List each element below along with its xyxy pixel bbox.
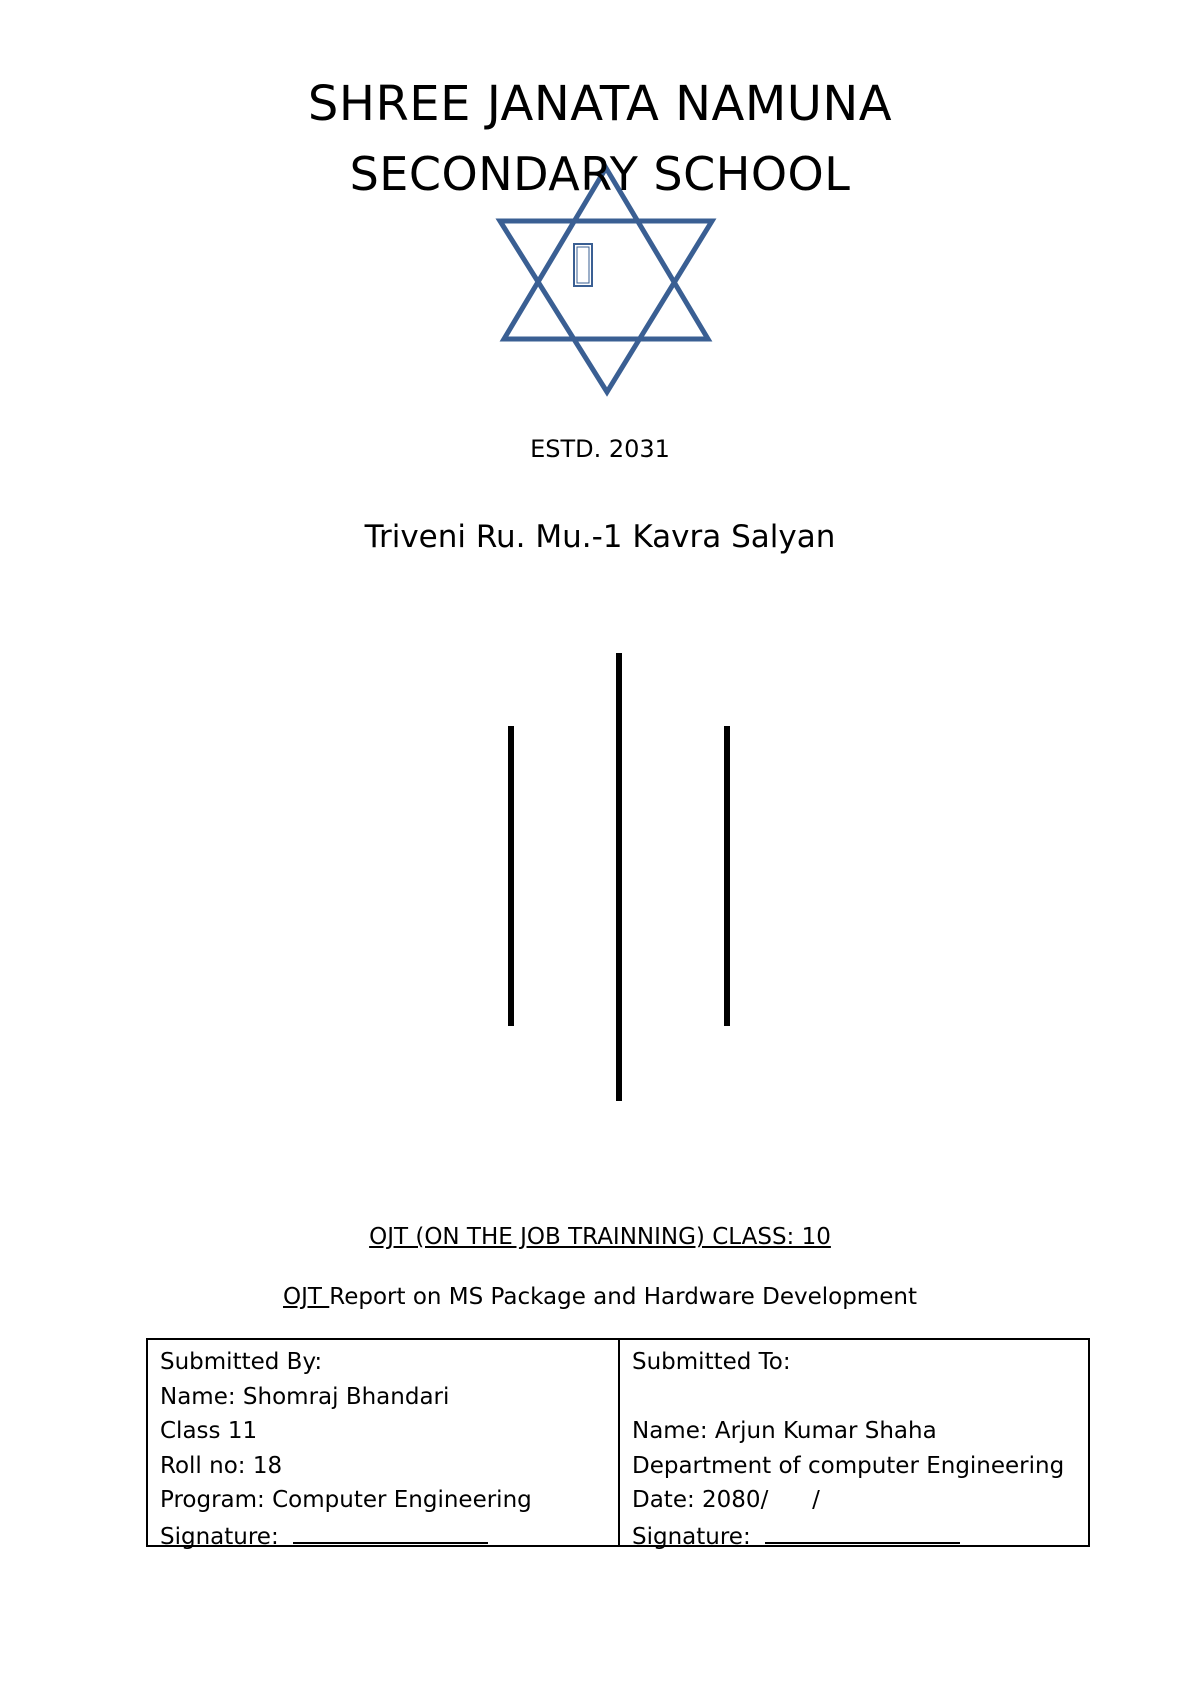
student-signature-label: Signature:: [160, 1523, 279, 1550]
submitted-to-heading: Submitted To:: [632, 1349, 791, 1375]
supervisor-name: Name: Arjun Kumar Shaha: [632, 1418, 937, 1445]
decorative-bar-left: [508, 726, 514, 1026]
school-name-line2: SECONDARY SCHOOL: [349, 147, 851, 201]
student-name: Name: Shomraj Bhandari: [160, 1383, 450, 1410]
submitted-by-heading: Submitted By:: [160, 1349, 323, 1375]
student-program: Program: Computer Engineering: [160, 1487, 532, 1514]
student-roll: Roll no: 18: [160, 1452, 283, 1479]
supervisor-signature-label: Signature:: [632, 1523, 751, 1550]
submitted-to-cell: [618, 1340, 1088, 1550]
report-title-prefix: OJT: [283, 1284, 330, 1310]
student-class: Class 11: [160, 1418, 258, 1445]
student-signature-line: [293, 1518, 488, 1544]
established-year: ESTD. 2031: [530, 435, 670, 463]
decorative-bar-middle: [616, 653, 622, 1101]
decorative-bar-right: [724, 726, 730, 1026]
supervisor-signature-line: [765, 1518, 960, 1544]
report-title-rest: Report on MS Package and Hardware Development: [329, 1284, 917, 1310]
report-title: [0, 1282, 1200, 1312]
submitted-by-cell: [148, 1340, 618, 1550]
emblem-downward-triangle: [500, 221, 712, 392]
submission-table: [146, 1338, 1090, 1550]
student-signature-row: [160, 1518, 606, 1553]
supervisor-department: Department of computer Engineering: [632, 1452, 1065, 1479]
supervisor-signature-row: [632, 1518, 1076, 1553]
submitted-to-spacer: [632, 1380, 1076, 1415]
submission-date: Date: 2080/ /: [632, 1487, 820, 1514]
ojt-class-heading: OJT (ON THE JOB TRAINNING) CLASS: 10: [369, 1224, 831, 1250]
school-address: Triveni Ru. Mu.-1 Kavra Salyan: [364, 519, 836, 555]
school-name-line1: SHREE JANATA NAMUNA: [307, 76, 893, 132]
